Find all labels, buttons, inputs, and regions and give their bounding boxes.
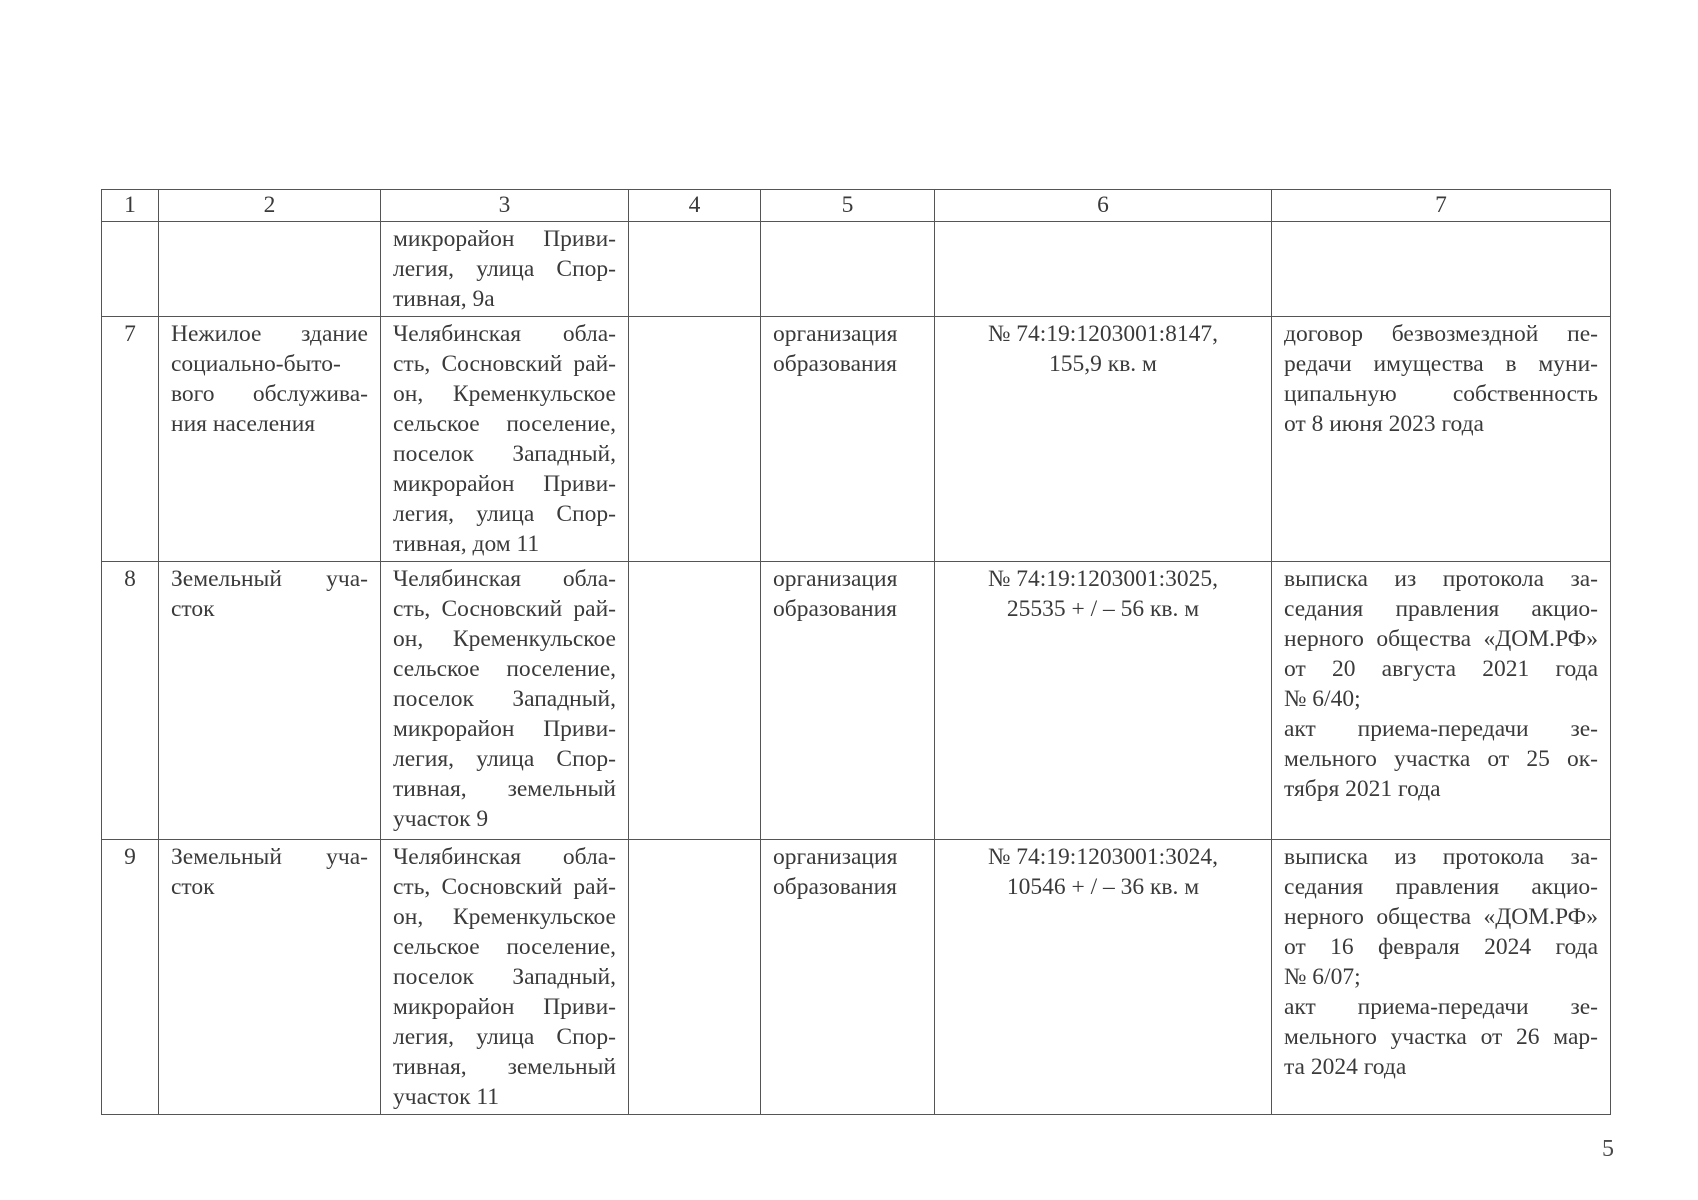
- purpose-cell: [761, 840, 935, 1115]
- object-name-line: Земельный уча-: [171, 566, 368, 592]
- basis-line: акт приема-передачи зе-: [1284, 716, 1598, 742]
- cadastral-line: 155,9 кв. м: [1049, 351, 1157, 377]
- address-cell: [381, 222, 629, 317]
- address-line: поселок Западный,: [393, 441, 616, 467]
- object-name-line: Нежилое здание: [171, 321, 368, 347]
- purpose-cell: [761, 562, 935, 840]
- basis-cell: [1272, 562, 1611, 840]
- object-name-cell: [159, 222, 381, 317]
- purpose-line: организация: [773, 844, 898, 870]
- basis-line: седания правления акцио-: [1284, 596, 1598, 622]
- basis-line: от 16 февраля 2024 года: [1284, 934, 1598, 960]
- basis-paragraph: [1284, 564, 1598, 714]
- cadastral-line: 25535 + / – 56 кв. м: [1006, 596, 1200, 622]
- number-cell: 9: [102, 840, 159, 1115]
- header-cell: 4: [629, 190, 761, 222]
- basis-line: ципальную собственность: [1284, 381, 1598, 407]
- cadastral-line: 10546 + / – 36 кв. м: [1006, 874, 1200, 900]
- purpose-cell: [761, 222, 935, 317]
- basis-line: от 20 августа 2021 года: [1284, 656, 1598, 682]
- address-line: сть, Сосновский рай-: [393, 874, 616, 900]
- address-line: участок 9: [393, 806, 489, 832]
- address-line: он, Кременкульское: [393, 904, 616, 930]
- basis-line: от 8 июня 2023 года: [1284, 411, 1484, 437]
- address-line: Челябинская обла-: [393, 844, 616, 870]
- address-line: сельское поселение,: [393, 934, 616, 960]
- basis-paragraph: [1284, 714, 1598, 804]
- cadastral-line: № 74:19:1203001:3025,: [987, 566, 1218, 592]
- header-cell: 3: [381, 190, 629, 222]
- table-row: [102, 562, 1611, 840]
- cadastral-cell: [935, 840, 1272, 1115]
- purpose-line: организация: [773, 321, 898, 347]
- header-cell: 5: [761, 190, 935, 222]
- basis-line: та 2024 года: [1284, 1054, 1407, 1080]
- object-name-line: ния населения: [171, 411, 316, 437]
- address-line: легия, улица Спор-: [393, 1024, 616, 1050]
- table-row: [102, 317, 1611, 562]
- empty-cell: [629, 317, 761, 562]
- address-cell: [381, 317, 629, 562]
- purpose-line: образования: [773, 596, 897, 622]
- address-line: сть, Сосновский рай-: [393, 596, 616, 622]
- address-line: Челябинская обла-: [393, 321, 616, 347]
- basis-cell: [1272, 222, 1611, 317]
- basis-line: договор безвозмездной пе-: [1284, 321, 1598, 347]
- basis-line: акт приема-передачи зе-: [1284, 994, 1598, 1020]
- address-line: он, Кременкульское: [393, 381, 616, 407]
- basis-line: тября 2021 года: [1284, 776, 1441, 802]
- address-line: легия, улица Спор-: [393, 256, 616, 282]
- empty-cell: [629, 562, 761, 840]
- header-cell: 7: [1272, 190, 1611, 222]
- cadastral-line: № 74:19:1203001:3024,: [987, 844, 1218, 870]
- address-line: Челябинская обла-: [393, 566, 616, 592]
- purpose-line: организация: [773, 566, 898, 592]
- table-row: [102, 840, 1611, 1115]
- object-name-line: вого обслужива-: [171, 381, 368, 407]
- address-line: микрорайон Приви-: [393, 471, 616, 497]
- address-line: он, Кременкульское: [393, 626, 616, 652]
- basis-cell: [1272, 317, 1611, 562]
- object-name-cell: [159, 840, 381, 1115]
- address-line: легия, улица Спор-: [393, 501, 616, 527]
- basis-line: выписка из протокола за-: [1284, 844, 1598, 870]
- basis-cell: [1272, 840, 1611, 1115]
- property-table: [101, 189, 1611, 1115]
- number-cell: 8: [102, 562, 159, 840]
- empty-cell: [629, 222, 761, 317]
- address-line: сть, Сосновский рай-: [393, 351, 616, 377]
- purpose-line: образования: [773, 351, 897, 377]
- address-line: тивная, земельный: [393, 1054, 616, 1080]
- purpose-cell: [761, 317, 935, 562]
- header-cell: 1: [102, 190, 159, 222]
- address-line: поселок Западный,: [393, 964, 616, 990]
- header-cell: 6: [935, 190, 1272, 222]
- object-name-line: сток: [171, 874, 215, 900]
- cadastral-cell: [935, 222, 1272, 317]
- basis-paragraph: [1284, 842, 1598, 992]
- header-cell: 2: [159, 190, 381, 222]
- purpose-line: образования: [773, 874, 897, 900]
- address-line: тивная, 9а: [393, 286, 495, 312]
- basis-line: № 6/07;: [1284, 964, 1361, 990]
- number-cell: [102, 222, 159, 317]
- address-line: сельское поселение,: [393, 411, 616, 437]
- basis-line: седания правления акцио-: [1284, 874, 1598, 900]
- basis-line: мельного участка от 25 ок-: [1284, 746, 1598, 772]
- number-cell: 7: [102, 317, 159, 562]
- address-line: тивная, земельный: [393, 776, 616, 802]
- address-line: микрорайон Приви-: [393, 226, 616, 252]
- cadastral-cell: [935, 562, 1272, 840]
- basis-line: нерного общества «ДОМ.РФ»: [1284, 904, 1598, 930]
- continuation-row: [102, 222, 1611, 317]
- empty-cell: [629, 840, 761, 1115]
- cadastral-line: № 74:19:1203001:8147,: [987, 321, 1218, 347]
- object-name-line: сток: [171, 596, 215, 622]
- address-line: тивная, дом 11: [393, 531, 540, 557]
- address-cell: [381, 840, 629, 1115]
- address-line: микрорайон Приви-: [393, 716, 616, 742]
- page-number: 5: [1602, 1136, 1614, 1162]
- address-line: микрорайон Приви-: [393, 994, 616, 1020]
- address-cell: [381, 562, 629, 840]
- basis-line: мельного участка от 26 мар-: [1284, 1024, 1598, 1050]
- basis-line: № 6/40;: [1284, 686, 1361, 712]
- address-line: сельское поселение,: [393, 656, 616, 682]
- object-name-cell: [159, 562, 381, 840]
- object-name-line: социально-быто-: [171, 351, 341, 377]
- address-line: поселок Западный,: [393, 686, 616, 712]
- header-row: [102, 190, 1611, 222]
- address-line: легия, улица Спор-: [393, 746, 616, 772]
- basis-line: нерного общества «ДОМ.РФ»: [1284, 626, 1598, 652]
- object-name-cell: [159, 317, 381, 562]
- address-line: участок 11: [393, 1084, 500, 1110]
- basis-paragraph: [1284, 319, 1598, 439]
- basis-line: редачи имущества в муни-: [1284, 351, 1598, 377]
- cadastral-cell: [935, 317, 1272, 562]
- object-name-line: Земельный уча-: [171, 844, 368, 870]
- basis-line: выписка из протокола за-: [1284, 566, 1598, 592]
- basis-paragraph: [1284, 992, 1598, 1082]
